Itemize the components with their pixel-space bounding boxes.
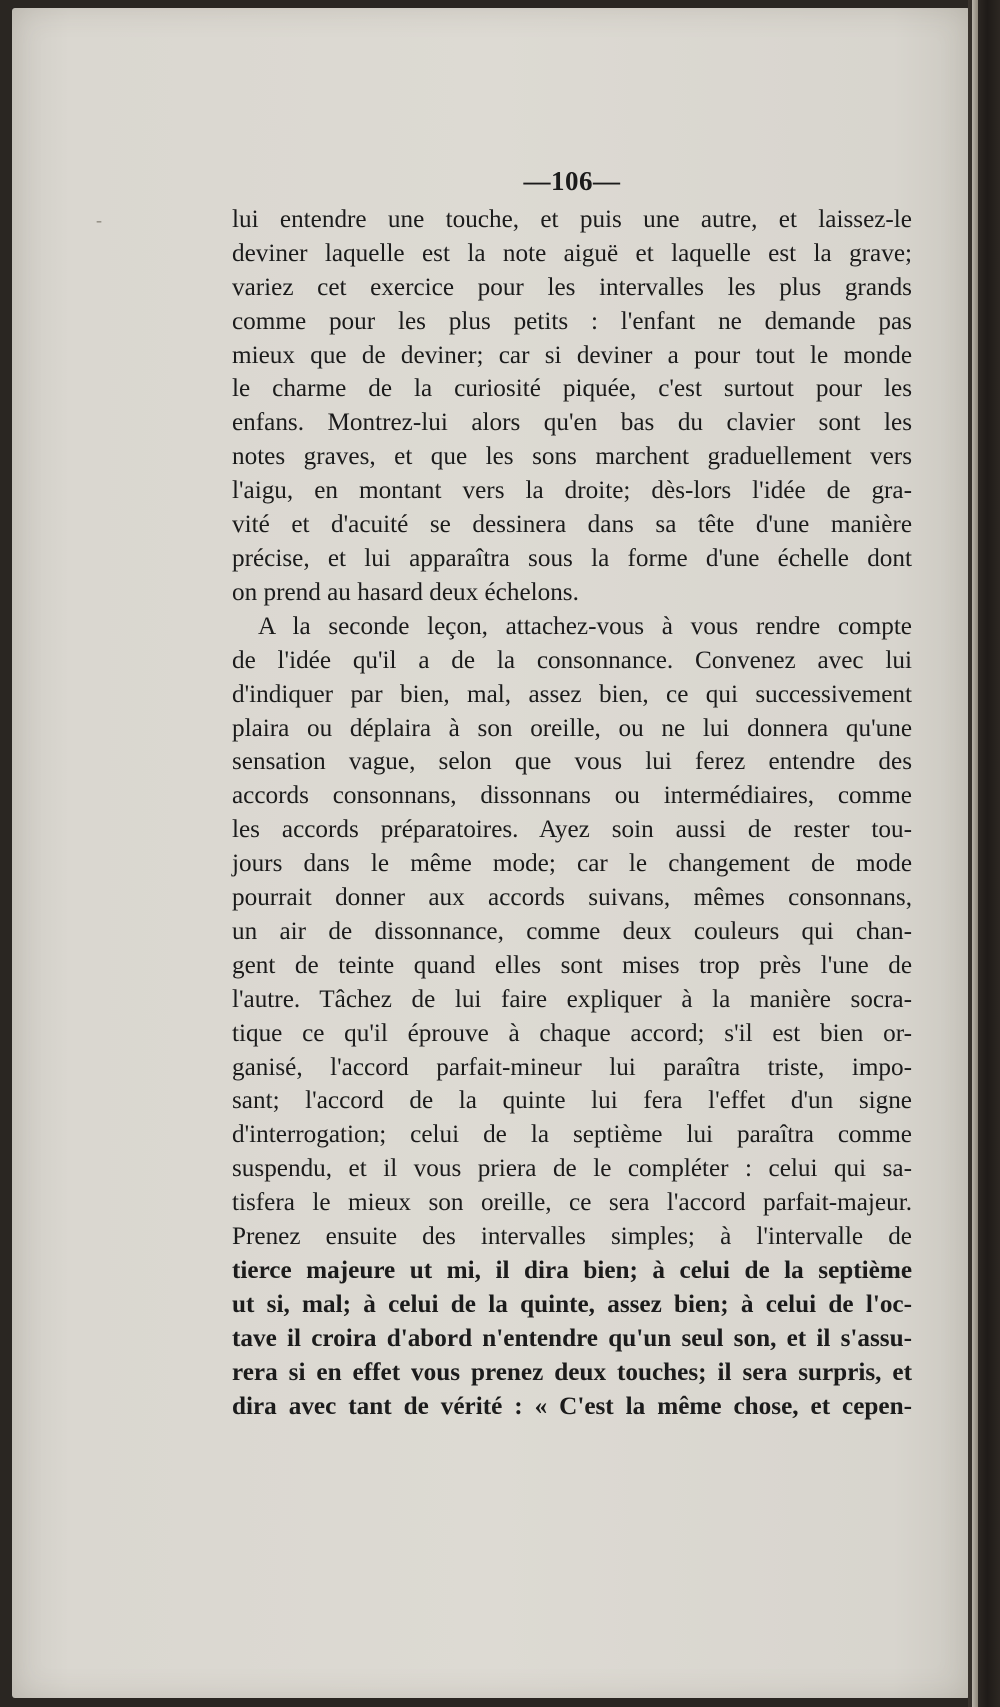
text-line: enfans. Montrez-lui alors qu'en bas du clavier sont les xyxy=(232,409,912,437)
text-line: vité et d'acuité se dessinera dans sa tête d'une manière xyxy=(232,511,912,539)
text-line: tisfera le mieux son oreille, ce sera l'accord parfait-majeur. xyxy=(232,1189,912,1217)
page-number: —106— xyxy=(523,166,621,196)
text-line: ut si, mal; à celui de la quinte, assez bien; à celui de l'oc- xyxy=(232,1290,912,1318)
text-line: un air de dissonnance, comme deux couleurs qui chan- xyxy=(232,917,912,945)
text-line: variez cet exercice pour les intervalles les plus grands xyxy=(232,273,912,301)
text-line: A la seconde leçon, attachez-vous à vous rendre compte xyxy=(258,612,912,640)
page-text xyxy=(232,165,912,1424)
text-line: Prenez ensuite des intervalles simples; à l'intervalle de xyxy=(232,1223,912,1251)
text-line: notes graves, et que les sons marchent graduellement vers xyxy=(232,443,912,471)
text-line: pourrait donner aux accords suivans, mêmes consonnans, xyxy=(232,884,912,912)
text-line: mieux que de deviner; car si deviner a pour tout le monde xyxy=(232,341,912,369)
text-line: accords consonnans, dissonnans ou intermédiaires, comme xyxy=(232,782,912,810)
text-line: ganisé, l'accord parfait-mineur lui paraîtra triste, impo- xyxy=(232,1053,912,1081)
text-line: sant; l'accord de la quinte lui fera l'effet d'un signe xyxy=(232,1087,912,1115)
text-line: tierce majeure ut mi, il dira bien; à celui de la septième xyxy=(232,1257,912,1284)
text-line: l'aigu, en montant vers la droite; dès-lors l'idée de gra- xyxy=(232,477,912,505)
text-line: précise, et lui apparaîtra sous la forme d'une échelle dont xyxy=(232,544,912,572)
text-line: dira avec tant de vérité : « C'est la même chose, et cepen- xyxy=(232,1392,912,1420)
text-line: les accords préparatoires. Ayez soin aussi de rester tou- xyxy=(232,816,912,844)
text-line: jours dans le même mode; car le changement de mode xyxy=(232,850,912,878)
text-line: deviner laquelle est la note aiguë et laquelle est la grave; xyxy=(232,239,912,267)
text-line: rera si en effet vous prenez deux touches; il sera surpris, et xyxy=(232,1358,912,1386)
page-edge-strip xyxy=(972,0,978,1707)
text-line: d'indiquer par bien, mal, assez bien, ce qui successivement xyxy=(232,680,912,708)
text-line: suspendu, et il vous priera de le compléter : celui qui sa- xyxy=(232,1155,912,1183)
text-line: le charme de la curiosité piquée, c'est surtout pour les xyxy=(232,375,912,403)
text-line: comme pour les plus petits : l'enfant ne demande pas xyxy=(232,307,912,335)
text-line: gent de teinte quand elles sont mises trop près l'une de xyxy=(232,951,912,979)
text-line: sensation vague, selon que vous lui ferez entendre des xyxy=(232,748,912,776)
text-line: on prend au hasard deux échelons. xyxy=(232,578,579,606)
text-line: lui entendre une touche, et puis une autre, et laissez-le xyxy=(232,205,912,233)
margin-mark: - xyxy=(96,210,102,230)
text-line: tave il croira d'abord n'entendre qu'un seul son, et il s'assu- xyxy=(232,1324,912,1352)
text-line: de l'idée qu'il a de la consonnance. Convenez avec lui xyxy=(232,646,912,674)
body-text xyxy=(232,203,912,1424)
text-line: l'autre. Tâchez de lui faire expliquer à la manière socra- xyxy=(232,985,912,1013)
text-line: d'interrogation; celui de la septième lui paraîtra comme xyxy=(232,1121,912,1149)
text-line: plaira ou déplaira à son oreille, ou ne lui donnera qu'une xyxy=(232,714,912,742)
text-line: tique ce qu'il éprouve à chaque accord; s'il est bien or- xyxy=(232,1019,912,1047)
